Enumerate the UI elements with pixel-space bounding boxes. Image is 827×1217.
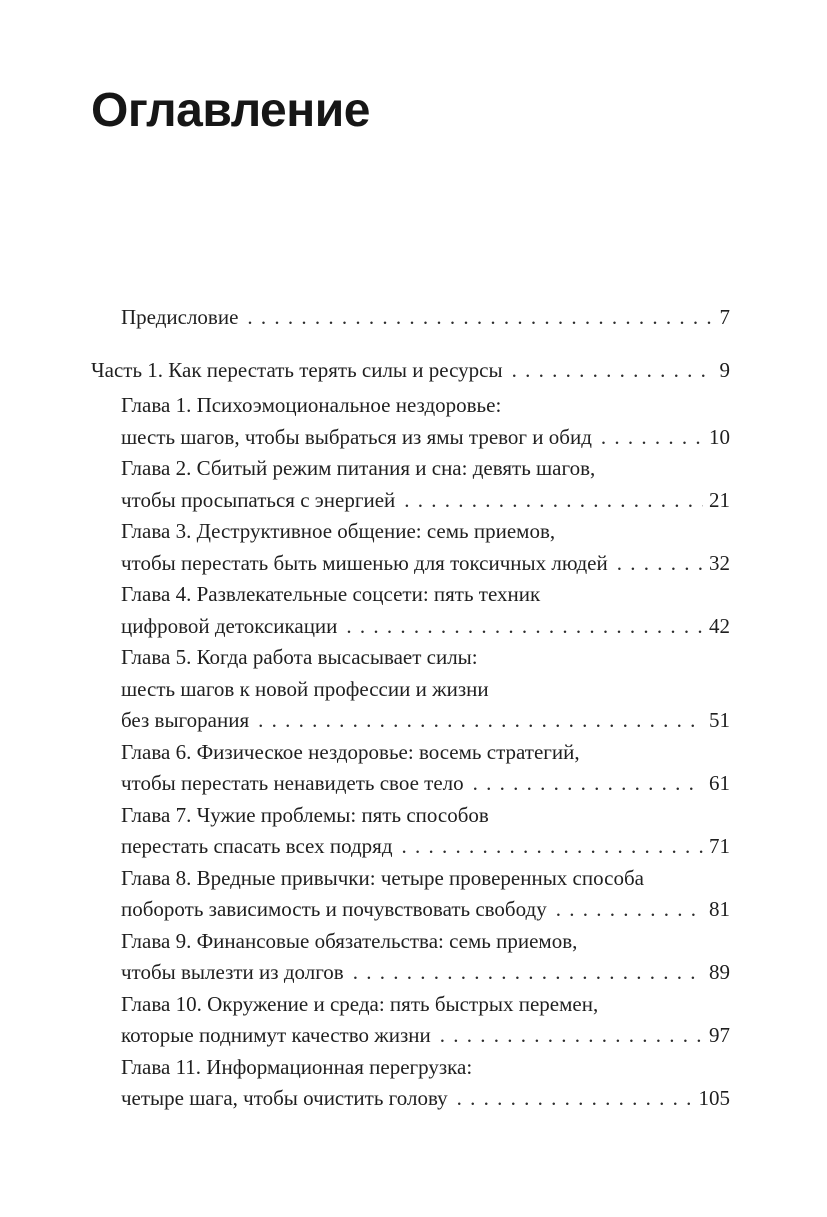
toc-entry bbox=[91, 863, 730, 926]
toc-entry-text: побороть зависимость и почувствовать свободу bbox=[121, 897, 547, 921]
toc-entry bbox=[91, 926, 730, 989]
toc-entry bbox=[91, 453, 730, 516]
toc-entry-line bbox=[121, 1052, 730, 1084]
toc-entry-text: Глава 3. Деструктивное общение: семь приемов, bbox=[121, 519, 556, 543]
toc-entry-text: чтобы перестать быть мишенью для токсичных людей bbox=[121, 550, 608, 575]
toc-entry-line bbox=[121, 642, 730, 674]
page-number: 10 bbox=[709, 424, 730, 449]
page-title: Оглавление bbox=[91, 84, 370, 137]
dot-leader bbox=[247, 302, 713, 334]
toc-entry-line bbox=[121, 737, 730, 769]
page-number: 61 bbox=[709, 771, 730, 795]
dot-leader bbox=[440, 1020, 703, 1052]
page-number: 81 bbox=[709, 897, 730, 921]
page-number: 71 bbox=[709, 834, 730, 858]
toc-entry-line bbox=[121, 831, 730, 863]
dot-leader bbox=[353, 957, 703, 989]
toc-entry bbox=[91, 737, 730, 800]
toc-entry bbox=[91, 355, 730, 387]
toc-entry-line bbox=[121, 957, 730, 989]
dot-leader bbox=[473, 768, 703, 800]
toc-entry-text: шесть шагов, чтобы выбраться из ямы тревог и обид bbox=[121, 424, 592, 449]
toc-entry-text: четыре шага, чтобы очистить голову bbox=[121, 1086, 448, 1110]
toc-entry-line bbox=[121, 390, 730, 422]
dot-leader bbox=[601, 422, 703, 454]
toc-entry-text: Глава 8. Вредные привычки: четыре проверенных способа bbox=[121, 865, 644, 890]
page-number: 9 bbox=[719, 357, 730, 382]
toc-entry-text: чтобы перестать ненавидеть свое тело bbox=[121, 771, 464, 795]
toc-entry-line bbox=[121, 989, 730, 1021]
toc-entry-text: цифровой детоксикации bbox=[121, 613, 338, 638]
dot-leader bbox=[404, 485, 703, 517]
toc-entry-line bbox=[121, 894, 730, 926]
toc-entry bbox=[91, 302, 730, 334]
toc-entry-line bbox=[121, 485, 730, 517]
toc-entry-text: Глава 9. Финансовые обязательства: семь приемов, bbox=[121, 928, 578, 953]
toc-entry-line bbox=[121, 422, 730, 454]
toc-entry bbox=[91, 579, 730, 642]
toc-entry-text: Глава 11. Информационная перегрузка: bbox=[121, 1054, 473, 1079]
toc-entry-text: чтобы просыпаться с энергией bbox=[121, 487, 396, 512]
toc-entry-text: Часть 1. Как перестать терять силы и ресурсы bbox=[91, 357, 503, 382]
page-number: 97 bbox=[709, 1023, 730, 1047]
toc-entry-line bbox=[121, 453, 730, 485]
toc-entry-text: Предисловие bbox=[121, 305, 239, 329]
toc-entry-text: шесть шагов к новой профессии и жизни bbox=[121, 676, 489, 701]
dot-leader bbox=[512, 355, 714, 387]
toc-entry-text: перестать спасать всех подряд bbox=[121, 834, 393, 858]
toc-entry bbox=[91, 516, 730, 579]
toc-entry-line bbox=[121, 1083, 730, 1115]
toc-entry-line bbox=[121, 800, 730, 832]
page-number: 7 bbox=[719, 305, 730, 329]
page-number: 21 bbox=[709, 487, 730, 512]
toc-entry bbox=[91, 989, 730, 1052]
toc-entry-line bbox=[121, 1020, 730, 1052]
toc-entry bbox=[91, 642, 730, 737]
table-of-contents bbox=[91, 302, 730, 1115]
toc-entry-line bbox=[121, 926, 730, 958]
dot-leader bbox=[556, 894, 703, 926]
page-number: 105 bbox=[698, 1086, 730, 1110]
toc-entry-text: которые поднимут качество жизни bbox=[121, 1023, 431, 1047]
page-number: 42 bbox=[709, 613, 730, 638]
toc-entry-text: Глава 10. Окружение и среда: пять быстрых перемен, bbox=[121, 991, 599, 1016]
page-number: 51 bbox=[709, 708, 730, 732]
toc-entry-text: чтобы вылезти из долгов bbox=[121, 960, 344, 984]
toc-entry-line bbox=[121, 579, 730, 611]
dot-leader bbox=[617, 548, 703, 580]
toc-entry-text: Глава 4. Развлекательные соцсети: пять техник bbox=[121, 582, 541, 606]
toc-entry-line bbox=[121, 516, 730, 548]
toc-entry-line bbox=[121, 768, 730, 800]
toc-entry-line bbox=[121, 302, 730, 334]
toc-entry-text: Глава 2. Сбитый режим питания и сна: девять шагов, bbox=[121, 456, 596, 480]
page-number: 89 bbox=[709, 960, 730, 984]
dot-leader bbox=[457, 1083, 693, 1115]
dot-leader bbox=[258, 705, 703, 737]
toc-entry bbox=[91, 1052, 730, 1115]
page-number: 32 bbox=[709, 550, 730, 575]
toc-entry-line bbox=[91, 355, 730, 387]
toc-entry-line bbox=[121, 611, 730, 643]
toc-entry-line bbox=[121, 863, 730, 895]
toc-entry-text: Глава 6. Физическое нездоровье: восемь стратегий, bbox=[121, 739, 580, 764]
toc-entry-text: без выгорания bbox=[121, 708, 250, 732]
toc-entry-text: Глава 1. Психоэмоциональное нездоровье: bbox=[121, 393, 502, 417]
dot-leader bbox=[346, 611, 703, 643]
toc-entry bbox=[91, 800, 730, 863]
toc-entry-line bbox=[121, 674, 730, 706]
toc-entry bbox=[91, 390, 730, 453]
toc-entry-line bbox=[121, 548, 730, 580]
dot-leader bbox=[402, 831, 703, 863]
toc-entry-text: Глава 7. Чужие проблемы: пять способов bbox=[121, 802, 489, 827]
toc-entry-text: Глава 5. Когда работа высасывает силы: bbox=[121, 645, 478, 669]
toc-entry-line bbox=[121, 705, 730, 737]
